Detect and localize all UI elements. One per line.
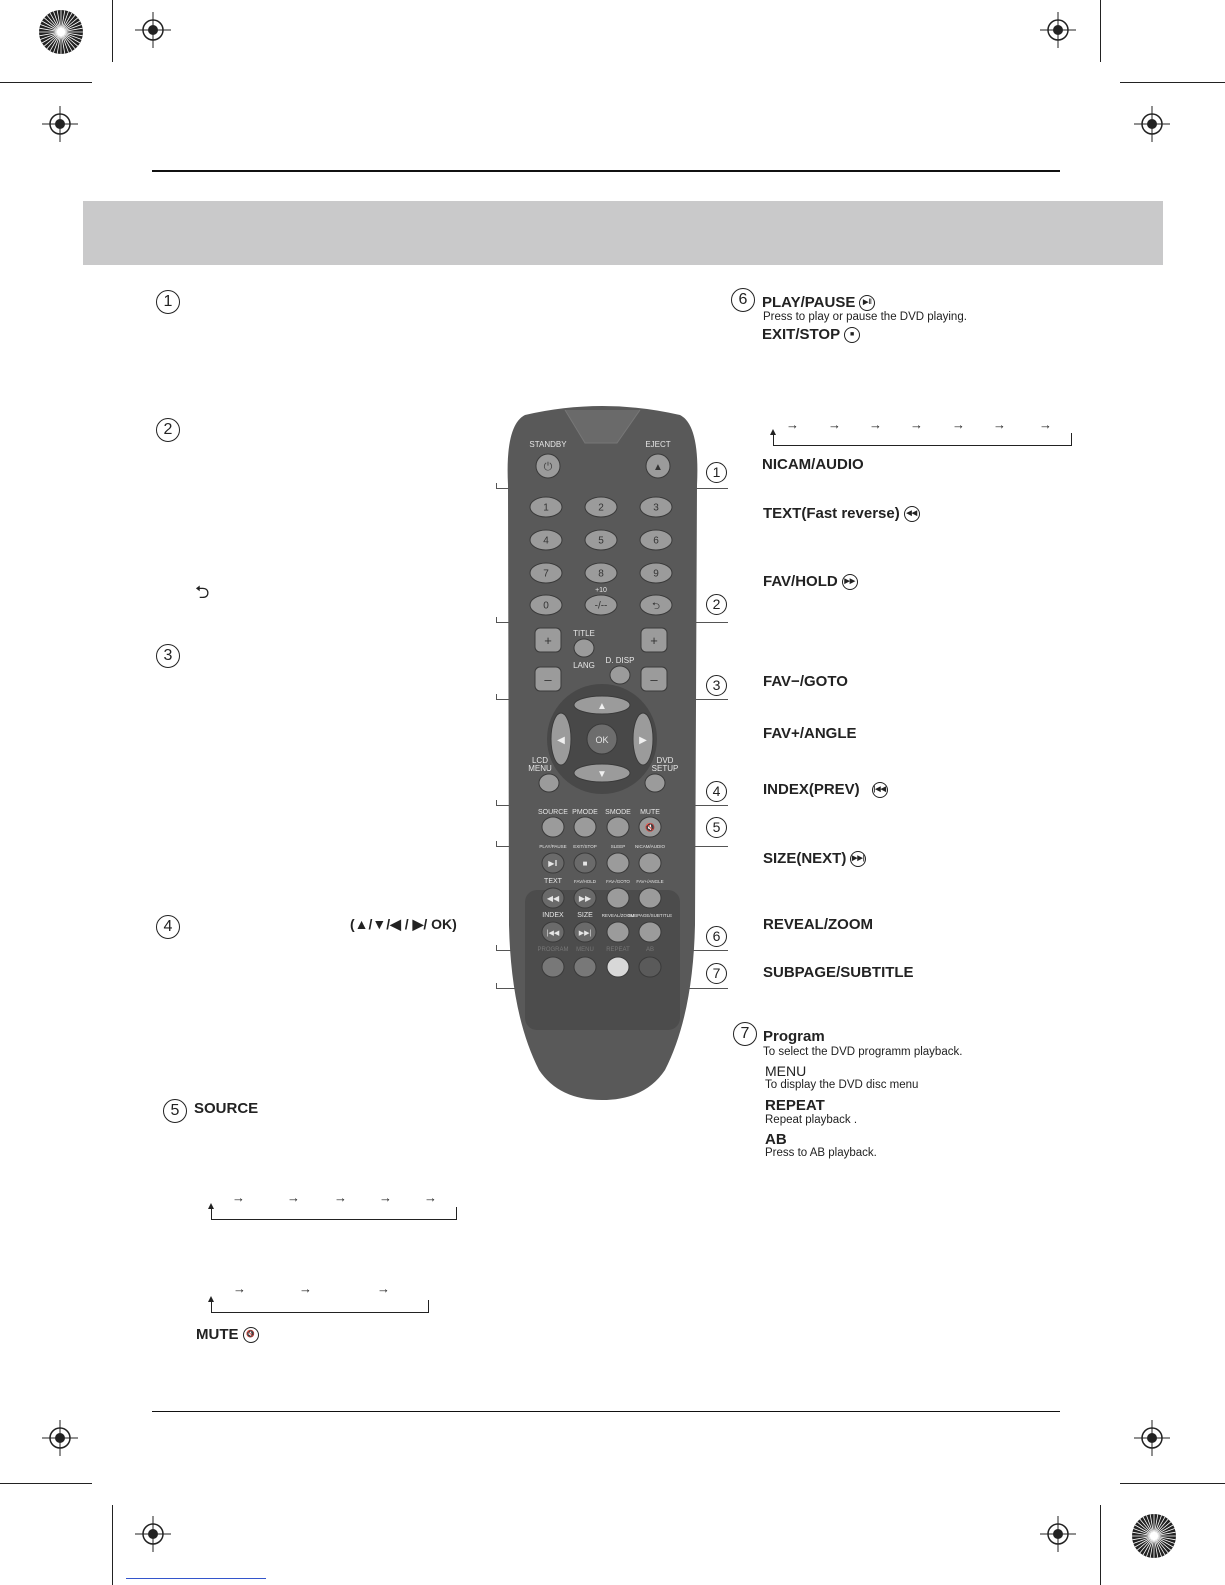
function-label: NICAM/AUDIO bbox=[634, 844, 666, 849]
index-prev-text: INDEX(PREV) bbox=[763, 781, 860, 798]
function-label: FAV+/ANGLE bbox=[636, 879, 664, 884]
ok-label: OK bbox=[595, 735, 609, 745]
mute-icon: 🔇 bbox=[243, 1327, 259, 1343]
play-pause-desc: Press to play or pause the DVD playing. bbox=[763, 311, 967, 323]
nicam-audio-label: NICAM/AUDIO bbox=[762, 456, 864, 473]
function-label: REVEAL/ZOOM bbox=[601, 913, 635, 918]
mute-label-text: MUTE bbox=[196, 1326, 239, 1343]
pmode-cycle-arrows: → → → → → → → bbox=[786, 417, 1052, 432]
leader-tick bbox=[496, 694, 497, 700]
repeat-desc: Repeat playback . bbox=[765, 1114, 858, 1126]
digit-label: 5 bbox=[598, 535, 604, 547]
size-next-label bbox=[763, 850, 866, 867]
leader-tick bbox=[496, 841, 497, 847]
registration-mark bbox=[1134, 106, 1170, 142]
cycle-arrowhead bbox=[770, 429, 776, 435]
trim-mark bbox=[112, 1505, 113, 1585]
callout-5: 5 bbox=[163, 1099, 187, 1123]
section-banner bbox=[83, 201, 1163, 265]
starburst-mark bbox=[37, 8, 85, 56]
callout-2: 2 bbox=[156, 418, 180, 442]
leader-callout-7: 7 bbox=[706, 963, 727, 984]
footer-rule bbox=[152, 1411, 1060, 1412]
eject-icon: ▲ bbox=[653, 462, 663, 473]
function-label: EXIT/STOP bbox=[573, 844, 597, 849]
function-button bbox=[639, 957, 661, 977]
registration-mark bbox=[42, 1420, 78, 1456]
fav-plus-angle-label: FAV+/ANGLE bbox=[763, 725, 857, 742]
function-label: MUTE bbox=[640, 809, 660, 816]
trim-mark bbox=[1120, 1483, 1225, 1484]
function-label: SOURCE bbox=[538, 809, 568, 816]
function-button bbox=[607, 922, 629, 942]
cycle-arrowhead bbox=[208, 1296, 214, 1302]
next-icon: ▶▶| bbox=[578, 930, 592, 937]
leader-callout-3: 3 bbox=[706, 675, 727, 696]
text-fast-reverse-text: TEXT(Fast reverse) bbox=[763, 505, 900, 522]
callout-3: 3 bbox=[156, 644, 180, 668]
function-button bbox=[639, 888, 661, 908]
program-desc: To select the DVD programm playback. bbox=[763, 1046, 963, 1058]
loop-icon: ⮌ bbox=[195, 582, 210, 602]
play-pause-icon: ▶‖ bbox=[859, 295, 875, 311]
title-button bbox=[574, 639, 594, 657]
function-label: SLEEP bbox=[610, 844, 626, 849]
power-icon: ⏻ bbox=[543, 461, 553, 473]
function-label: SUBPAGE/SUBTITLE bbox=[627, 913, 673, 918]
ab-label: AB bbox=[765, 1131, 787, 1148]
function-button bbox=[639, 922, 661, 942]
digit-label: 8 bbox=[598, 568, 604, 580]
menu-label: MENU bbox=[765, 1063, 807, 1079]
title-label: TITLE bbox=[573, 629, 595, 638]
leader-tick bbox=[496, 617, 497, 623]
play-pause-icon: ▶‖ bbox=[548, 859, 558, 868]
trim-mark bbox=[0, 82, 92, 83]
source-cycle-bracket bbox=[211, 1207, 457, 1220]
function-button bbox=[607, 853, 629, 873]
callout-4: 4 bbox=[156, 915, 180, 939]
function-label: INDEX bbox=[542, 912, 564, 919]
function-label: SMODE bbox=[605, 809, 631, 816]
left-icon: ◀ bbox=[557, 735, 565, 746]
function-label: PLAY/PAUSE bbox=[539, 844, 567, 849]
d-disp-label: D. DISP bbox=[605, 656, 635, 665]
exit-stop-text: EXIT/STOP bbox=[762, 326, 841, 343]
mode-cycle-bracket bbox=[211, 1300, 429, 1313]
trim-mark bbox=[1100, 0, 1101, 62]
reveal-zoom-label: REVEAL/ZOOM bbox=[763, 916, 874, 933]
cycle-arrowhead bbox=[208, 1203, 214, 1209]
trim-mark bbox=[112, 0, 113, 62]
digit-label: 7 bbox=[543, 568, 549, 580]
stop-icon: ■ bbox=[582, 859, 588, 868]
registration-mark bbox=[42, 106, 78, 142]
pmode-cycle-bracket bbox=[773, 433, 1072, 446]
mute-label bbox=[196, 1326, 259, 1343]
leader-callout-5: 5 bbox=[706, 817, 727, 838]
lcd-menu-button bbox=[539, 774, 559, 792]
eject-label: EJECT bbox=[645, 440, 671, 449]
function-label: TEXT bbox=[544, 878, 562, 885]
footer-link-underline bbox=[126, 1578, 266, 1579]
dash-label: -/-- bbox=[594, 600, 608, 612]
digit-label: 0 bbox=[543, 600, 549, 612]
function-button bbox=[607, 817, 629, 837]
leader-callout-4: 4 bbox=[706, 781, 727, 802]
function-label: PMODE bbox=[572, 809, 598, 816]
registration-mark bbox=[1040, 12, 1076, 48]
ab-desc: Press to AB playback. bbox=[765, 1147, 877, 1159]
function-label: PROGRAM bbox=[537, 947, 569, 953]
function-button bbox=[542, 957, 564, 977]
dvd-setup-label: SETUP bbox=[651, 764, 679, 773]
function-label: FAV/HOLD bbox=[574, 879, 596, 884]
digit-label: 3 bbox=[653, 502, 659, 514]
repeat-label: REPEAT bbox=[765, 1097, 825, 1114]
source-cycle-arrows: → → → → → bbox=[232, 1190, 437, 1205]
rewind-icon: ◀◀ bbox=[904, 506, 920, 522]
function-label: FAV-/GOTO bbox=[606, 879, 630, 884]
digit-label: 9 bbox=[653, 568, 659, 580]
digit-label: 2 bbox=[598, 502, 604, 514]
rewind-icon: ◀◀ bbox=[546, 894, 560, 903]
digit-label: 4 bbox=[543, 535, 549, 547]
fast-forward-icon: ▶▶ bbox=[842, 574, 858, 590]
lcd-menu-label: MENU bbox=[528, 764, 552, 773]
function-label: MENU bbox=[576, 947, 594, 953]
trim-mark bbox=[1120, 82, 1225, 83]
exit-stop-label bbox=[762, 326, 860, 343]
fav-minus-goto-label: FAV−/GOTO bbox=[763, 673, 848, 690]
vol-minus-label: – bbox=[544, 672, 552, 687]
leader-callout-2: 2 bbox=[706, 594, 727, 615]
fav-hold-label bbox=[763, 573, 858, 590]
program-label: Program bbox=[763, 1028, 825, 1045]
function-button bbox=[607, 957, 629, 977]
lcd-menu-label: LCD bbox=[531, 756, 549, 765]
standby-label: STANDBY bbox=[529, 440, 567, 449]
callout-1: 1 bbox=[156, 290, 180, 314]
play-pause-label bbox=[762, 294, 875, 311]
prev-icon: |◀◀ bbox=[872, 782, 888, 798]
registration-mark bbox=[135, 12, 171, 48]
leader-callout-1: 1 bbox=[706, 462, 727, 483]
trim-mark bbox=[0, 1483, 92, 1484]
function-button bbox=[574, 817, 596, 837]
registration-mark bbox=[135, 1516, 171, 1552]
play-pause-text: PLAY/PAUSE bbox=[762, 294, 856, 311]
ch-plus-label: + bbox=[650, 633, 658, 648]
text-fast-reverse-label bbox=[763, 505, 920, 522]
dvd-setup-button bbox=[645, 774, 665, 792]
function-button bbox=[607, 888, 629, 908]
source-label: SOURCE bbox=[194, 1100, 259, 1117]
down-icon: ▼ bbox=[597, 769, 607, 780]
leader-callout-6: 6 bbox=[706, 926, 727, 947]
registration-mark bbox=[1040, 1516, 1076, 1552]
subpage-subtitle-label: SUBPAGE/SUBTITLE bbox=[763, 964, 914, 981]
lang-label: LANG bbox=[573, 661, 595, 670]
dvd-setup-label: DVD bbox=[656, 756, 674, 765]
function-button bbox=[574, 957, 596, 977]
ch-minus-label: – bbox=[650, 672, 658, 687]
header-rule bbox=[152, 170, 1060, 172]
menu-desc: To display the DVD disc menu bbox=[765, 1079, 919, 1091]
right-icon: ▶ bbox=[639, 735, 647, 746]
function-label: REPEAT bbox=[606, 947, 630, 953]
registration-mark bbox=[1134, 1420, 1170, 1456]
mute-icon: 🔇 bbox=[645, 823, 655, 832]
remote-control bbox=[505, 405, 700, 1100]
fast-forward-icon: ▶▶ bbox=[578, 894, 592, 903]
callout-7: 7 bbox=[733, 1022, 757, 1046]
prev-icon: |◀◀ bbox=[546, 930, 560, 937]
stop-icon: ■ bbox=[844, 327, 860, 343]
next-icon: ▶▶| bbox=[850, 851, 866, 867]
nav-keys-label: (▲/▼/◀ / ▶/ OK) bbox=[350, 916, 457, 932]
leader-tick bbox=[496, 800, 497, 806]
trim-mark bbox=[1100, 1505, 1101, 1585]
function-button bbox=[639, 853, 661, 873]
function-label: SIZE bbox=[577, 912, 593, 919]
fav-hold-text: FAV/HOLD bbox=[763, 573, 838, 590]
digit-label: 6 bbox=[653, 535, 659, 547]
return-icon: ⮌ bbox=[651, 601, 661, 612]
callout-6: 6 bbox=[731, 288, 755, 312]
vol-plus-label: + bbox=[544, 633, 552, 648]
d-disp-button bbox=[610, 666, 630, 684]
leader-tick bbox=[496, 483, 497, 489]
digit-label: 1 bbox=[543, 502, 549, 514]
mode-cycle-arrows: → → → bbox=[233, 1281, 390, 1296]
starburst-mark bbox=[1130, 1512, 1178, 1560]
plus10-label: +10 bbox=[595, 587, 607, 594]
leader-tick bbox=[496, 983, 497, 989]
size-next-text: SIZE(NEXT) bbox=[763, 850, 847, 867]
function-button bbox=[542, 817, 564, 837]
up-icon: ▲ bbox=[597, 701, 607, 712]
index-prev-label bbox=[763, 781, 888, 798]
leader-tick bbox=[496, 945, 497, 951]
function-label: AB bbox=[645, 947, 655, 953]
